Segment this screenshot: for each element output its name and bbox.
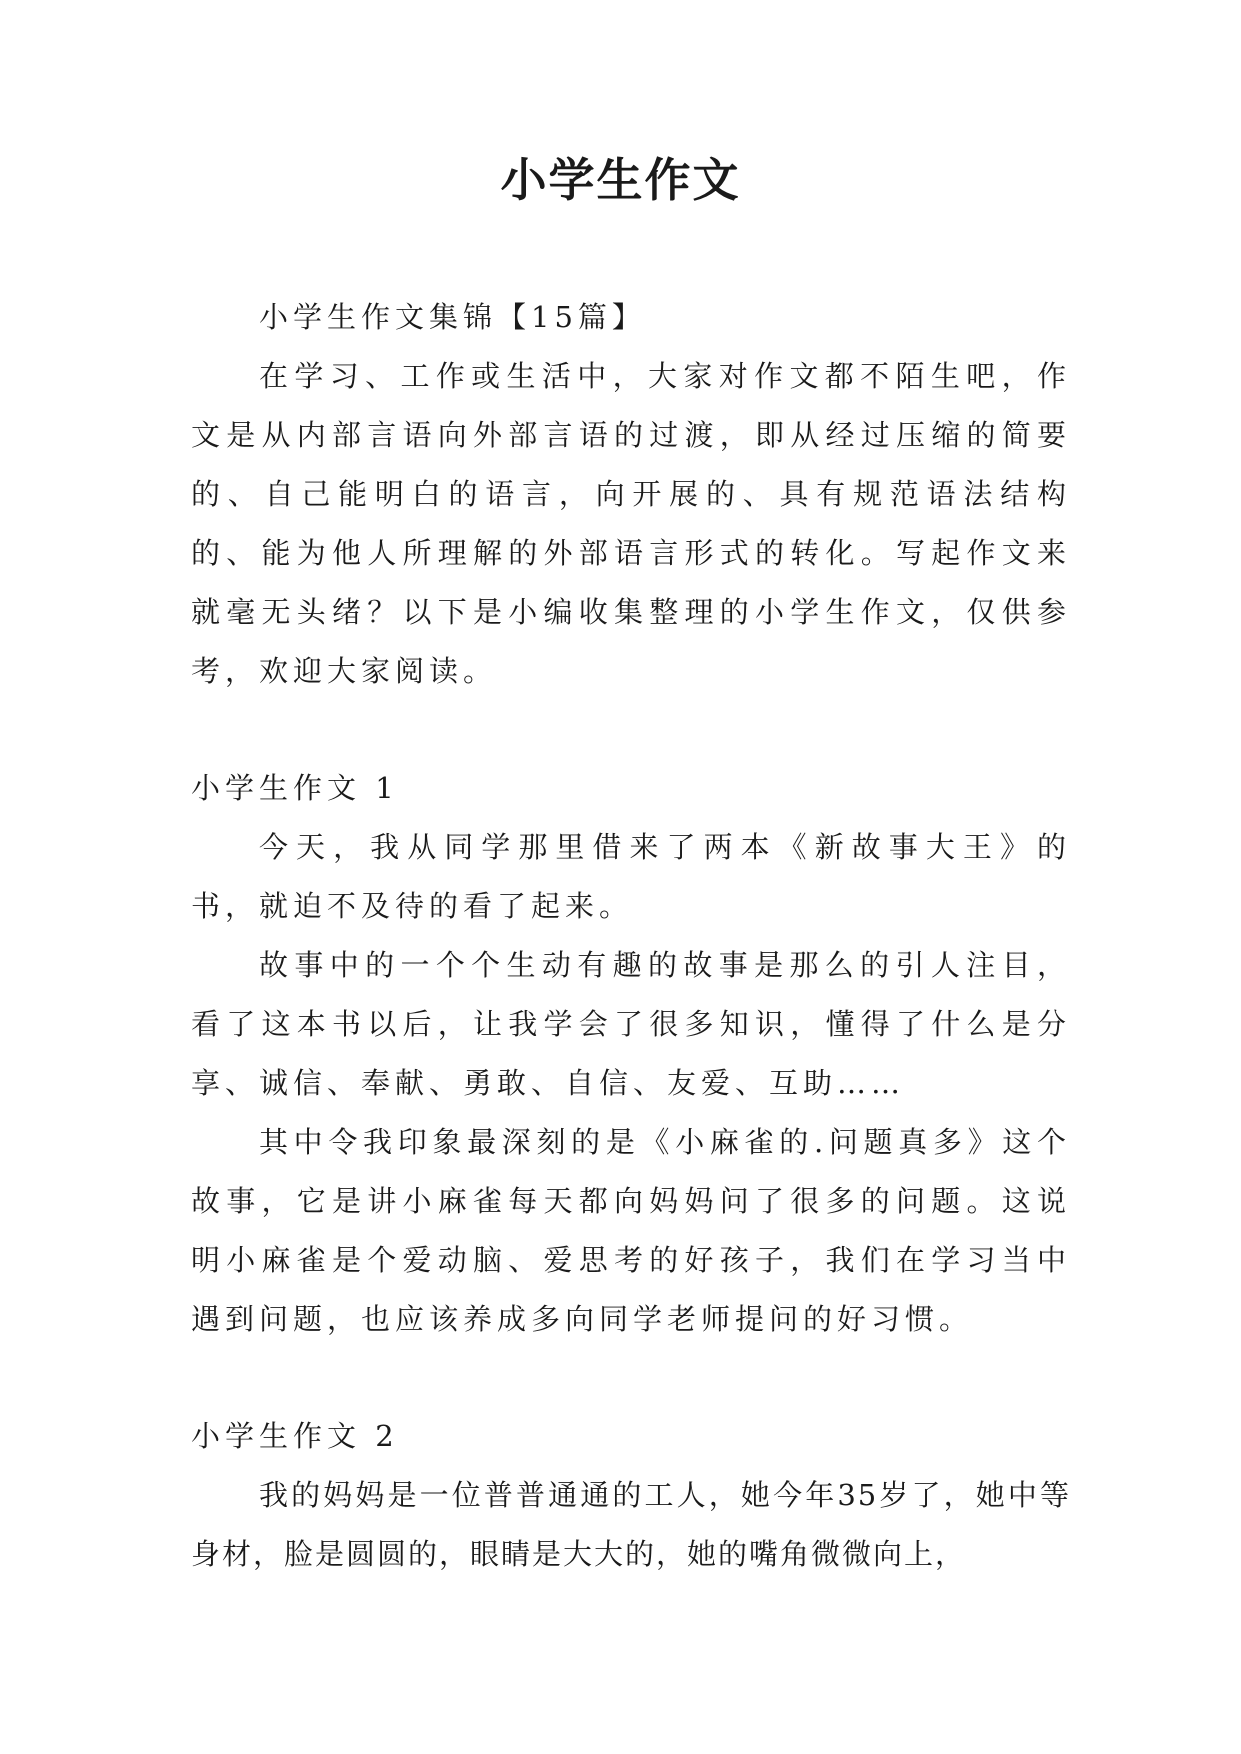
essay-2-paragraph-1: 我的妈妈是一位普普通通的工人，她今年35岁了，她中等身材，脸是圆圆的，眼睛是大大的，她的嘴角微微向上， [191, 1478, 1071, 1571]
essay-1-paragraph-3: 其中令我印象最深刻的是《小麻雀的.问题真多》这个故事，它是讲小麻雀每天都向妈妈问了很多的问题。这说明小麻雀是个爱动脑、爱思考的好孩子，我们在学习当中遇到问题，也应该养成多向同学老师提问的好习惯。 [191, 1125, 1071, 1336]
essay-1-heading: 小学生作文 1 [191, 771, 399, 805]
essay-1-paragraph-1: 今天，我从同学那里借来了两本《新故事大王》的书，就迫不及待的看了起来。 [191, 830, 1071, 923]
essay-1-paragraph-2: 故事中的一个个生动有趣的故事是那么的引人注目，看了这本书以后，让我学会了很多知识，懂得了什么是分享、诚信、奉献、勇敢、自信、友爱、互助…… [191, 948, 1071, 1100]
intro-paragraph: 在学习、工作或生活中，大家对作文都不陌生吧，作文是从内部言语向外部言语的过渡，即从经过压缩的简要的、自己能明白的语言，向开展的、具有规范语法结构的、能为他人所理解的外部语言形式的转化。写起作文来就毫无头绪？以下是小编收集整理的小学生作文，仅供参考，欢迎大家阅读。 [191, 359, 1071, 688]
essay-2-heading: 小学生作文 2 [191, 1419, 399, 1453]
document-body [191, 288, 1071, 1584]
collection-heading: 小学生作文集锦【15篇】 [259, 300, 646, 334]
page-title: 小学生作文 [500, 153, 741, 207]
